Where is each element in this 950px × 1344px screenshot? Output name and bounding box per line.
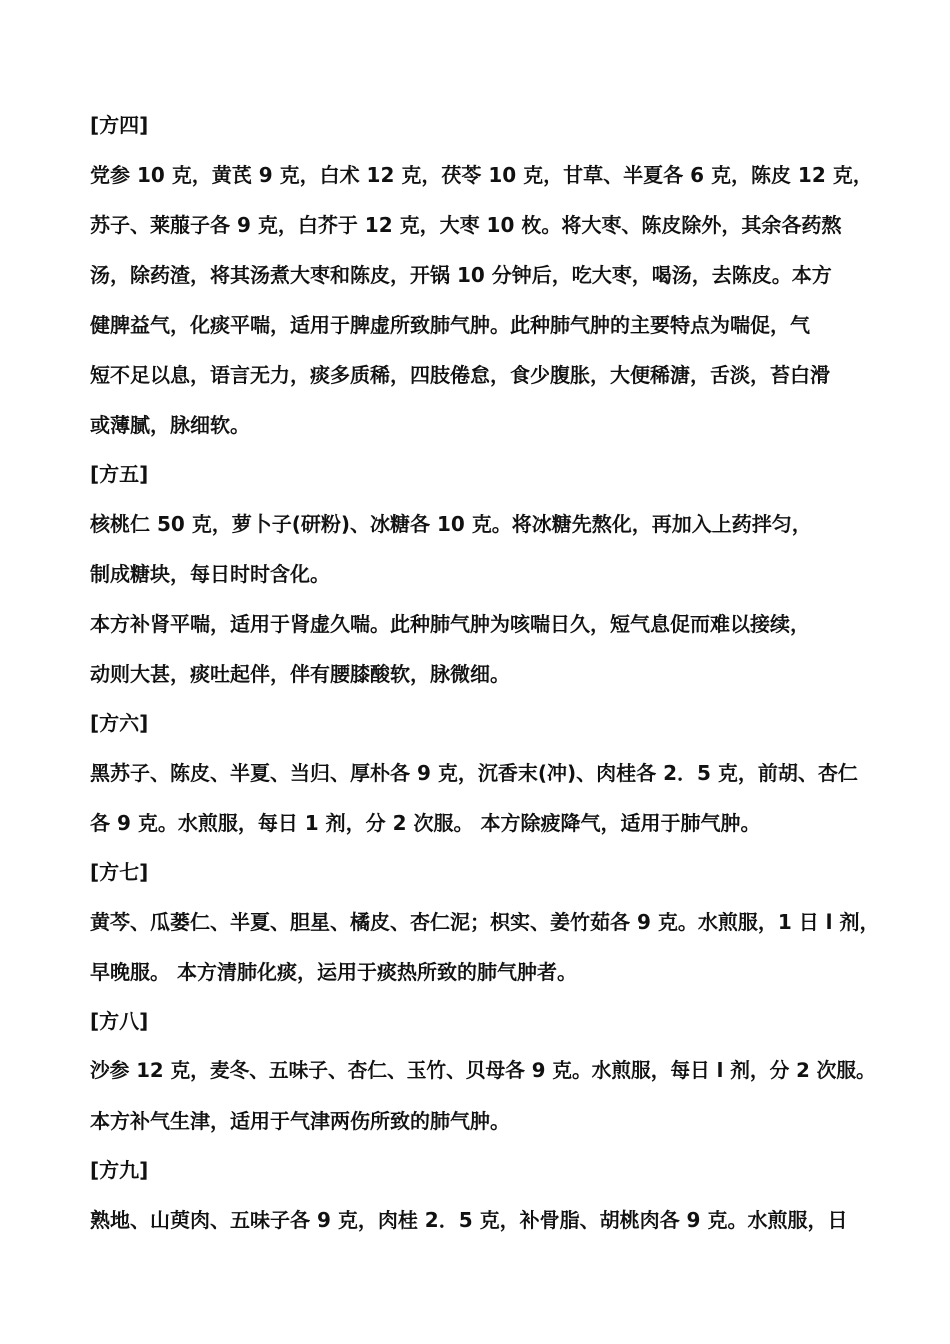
text-line: 健脾益气，化痰平喘，适用于脾虚所致肺气肿。此种肺气肿的主要特点为喘促，气 <box>90 313 810 337</box>
text-line: 或薄腻，脉细软。 <box>90 413 250 437</box>
text-line: 黑苏子、陈皮、半夏、当归、厚朴各 9 克，沉香末(冲)、肉桂各 2．5 克，前胡、杏仁 <box>90 761 858 785</box>
text-line: 熟地、山萸肉、五味子各 9 克，肉桂 2．5 克，补骨脂、胡桃肉各 9 克。水煎服，日 <box>90 1208 848 1232</box>
text-line: 动则大甚，痰吐起伴，伴有腰膝酸软，脉微细。 <box>90 662 510 686</box>
text-line: 黄芩、瓜蒌仁、半夏、胆星、橘皮、杏仁泥；枳实、姜竹茹各 9 克。水煎服，1 日 l 剂， <box>90 910 880 934</box>
text-line: 核桃仁 50 克，萝卜子(研粉)、冰糖各 10 克。将冰糖先熬化，再加入上药拌匀， <box>90 512 812 536</box>
text-line: 沙参 12 克，麦冬、五味子、杏仁、玉竹、贝母各 9 克。水煎服，每日 l 剂，分 2 次服。 <box>90 1059 876 1082</box>
text-line: 汤，除药渣，将其汤煮大枣和陈皮，开锅 10 分钟后，吃大枣，喝汤，去陈皮。本方 <box>90 263 832 287</box>
heading-fang-qi: [方七] <box>90 860 149 884</box>
text-line: 早晚服。 本方清肺化痰，运用于痰热所致的肺气肿者。 <box>90 960 577 984</box>
text-line: 各 9 克。水煎服，每日 1 剂，分 2 次服。 本方除疲降气，适用于肺气肿。 <box>90 811 761 835</box>
heading-fang-si: [方四] <box>90 113 149 137</box>
text-line: 制成糖块，每日时时含化。 <box>90 562 330 586</box>
text-line: 短不足以息，语言无力，痰多质稀，四肢倦怠，食少腹胀，大便稀溏，舌淡，苔白滑 <box>90 363 830 387</box>
text-line: 本方补气生津，适用于气津两伤所致的肺气肿。 <box>90 1109 510 1133</box>
text-line: 苏子、莱菔子各 9 克，白芥于 12 克，大枣 10 枚。将大枣、陈皮除外，其余各药熬 <box>90 213 842 237</box>
text-line: 党参 10 克，黄芪 9 克，白术 12 克，茯苓 10 克，甘草、半夏各 6 克，陈皮 12 克， <box>90 163 873 187</box>
heading-fang-liu: [方六] <box>90 711 149 735</box>
heading-fang-ba: [方八] <box>90 1009 149 1033</box>
heading-fang-wu: [方五] <box>90 462 149 486</box>
text-line: 本方补肾平喘，适用于肾虚久喘。此种肺气肿为咳喘日久，短气息促而难以接续， <box>90 612 810 636</box>
heading-fang-jiu: [方九] <box>90 1158 149 1182</box>
